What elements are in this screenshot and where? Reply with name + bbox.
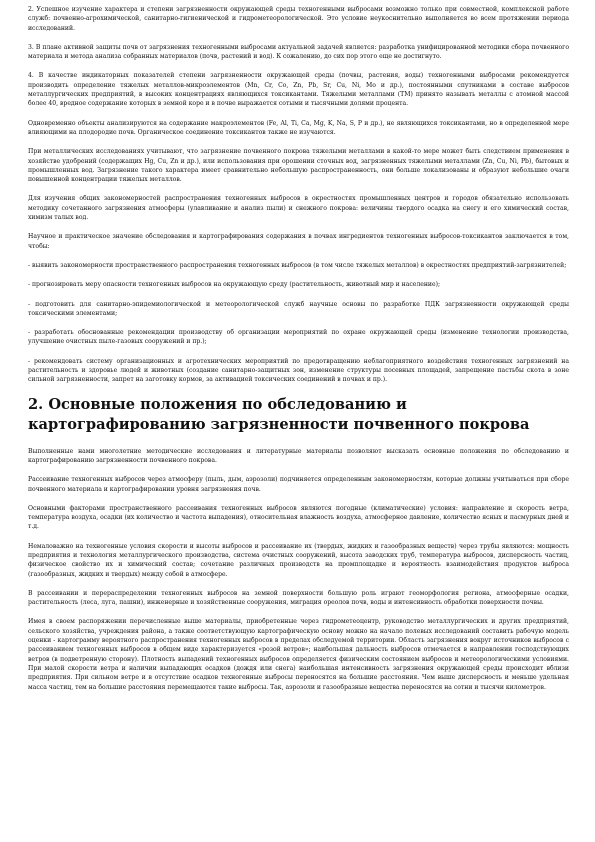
list-item: - разработать обоснованные рекомендации производству об организации мероприятий по охране окружающей среды (изменение технологии производства, улучшение очистных пыле-газовых сооружений и пр.); bbox=[28, 329, 569, 346]
list-item: - рекомендовать систему организационных и агротехнических мероприятий по предотвращению неблагоприятного воздействия техногенных загрязнений на растительность и здоровье людей и животных (создание санитарно-защитных зон, изменение структуры посевных площадей, запрещение пастьбы скота в зоне сильной загрязненности, запрет на заготовку кормов, за активацией токсических соединений в почвах и пр.). bbox=[28, 357, 569, 384]
paragraph: Выполненные нами многолетние методические исследования и литературные материалы позволяют высказать основные положения по обследованию и картографированию загрязненности почвенного покрова. bbox=[28, 447, 569, 464]
paragraph: Имея в своем распоряжении перечисленные выше материалы, приобретенные через гидрометеоцентр, руководство металлургических и других предприятий, сельского хозяйства, учреждения района, а также соответствующую картографическую основу можно на начало полевых исследований составить рабочую модель оценки - картограмму вероятного распространения техногенных выбросов в пределах обследуемой территории. Область загрязнения вокруг источников выбросов с рассеиванием техногенных выбросов в общем виде характеризуется «розой ветров»; наибольшая дальность выбросов отмечается в направлении господствующих ветров (в подветренную сторону). Плотность выпадений техногенных выбросов определяется физическим состоянием выбросов и метеорологическими условиями. При малой скорости ветра и наличии выпадающих осадков (дождя или снега) наибольшая интенсивность загрязнения окружающей среды происходит вблизи предприятия. При сильном ветре и в отсутствие осадков техногенные выбросы переносятся на большие расстояния. Чем выше дисперсность и меньше удельная масса частиц, тем на большие расстояния перемещаются такие выбросы. Так, аэрозоли и газообразные вещества переносятся на сотни и тысячи километров. bbox=[28, 618, 569, 691]
paragraph: Для изучения общих закономерностей распространения техногенных выбросов в окрестностях промышленных центров и городов обязательно использовать методику сочетанного загрязнения атмосферы (улавливание и анализ пыли) и снежного покрова: величины твердого осадка на снегу и его химический состав, химизм талых вод. bbox=[28, 195, 569, 222]
paragraph: Немаловажно на техногенные условия скорости и высоты выбросов и рассеивание их (твердых, жидких и газообразных веществ) через трубы являются: мощность предприятия и технология металлургического производства, система очистных сооружений, высота заводских труб, температура выбросов, дисперсность частиц, физическое свойство их и химический состав; сочетание различных производств на промплощадке и вероятность взаимодействия продуктов выброса (газообразных, жидких и твердых) между собой в атмосфере. bbox=[28, 542, 569, 578]
paragraph: В рассеивании и перераспределении техногенных выбросов на земной поверхности большую роль играют геоморфология региона, атмосферные осадки, растительность (леса, луга, пашни), инженерные и хозяйственные сооружения, миграция ореолов почв, воды и интенсивность обработки поверхности почвы. bbox=[28, 589, 569, 607]
paragraph: Одновременно объекты анализируются на содержание макроэлементов (Fe, Al, Ti, Ca, Mg, K, Na, S, P и др.), не являющихся токсикантами, но в определенной мере влияющими на плодородие почв. Органическое соединение токсикантов также не изучаются. bbox=[28, 119, 569, 136]
intro-text-block bbox=[28, 5, 569, 385]
paragraph: 4. В качестве индикаторных показателей степени загрязненности окружающей среды (почвы, растения, воды) техногенными выбросами рекомендуется производить определение тяжелых металлов-микроэлементов (Mn, Cr, Co, Zn, Pb, Sr, Cu, Ni, Mo и др.), постоянными спутниками в составе выбросов металлургических предприятий, в высоких концентрациях являющихся токсикантами. Тяжелыми металлами (ТМ) принято называть металлы с атомной массой более 40, вредное содержание которых в земной коре и в почве выражается сотыми и тысячными долями процента. bbox=[28, 72, 569, 108]
paragraph: Рассеивание техногенных выбросов через атмосферу (пыль, дым, аэрозоли) подчиняется определенным закономерностям, которые должны учитываться при сборе почвенного материала и картографировании уровня загрязнения почв. bbox=[28, 476, 569, 493]
paragraph: 3. В плане активной защиты почв от загрязнения техногенными выбросами актуальной задачей является: разработка унифицированной методики сбора почвенного материала и метода анализа собранных материалов (почв, растений и вод). К сожалению, до сих пор этого еще не достигнуто. bbox=[28, 43, 569, 61]
paragraph: Основными факторами пространственного рассеивания техногенных выбросов являются погодные (климатические) условия: направление и скорость ветра, температура воздуха, осадки (их количество и частота выпадения), относительная влажность воздуха, атмосферное давление, количество ясных и пасмурных дней и т.д. bbox=[28, 504, 569, 531]
section-heading: 2. Основные положения по обследованию и картографированию загрязненности почвенного покрова bbox=[28, 395, 530, 433]
paragraph: Научное и практическое значение обследования и картографирования содержания в почвах ингредиентов техногенных выбросов-токсикантов заключается в том, чтобы: bbox=[28, 233, 569, 250]
paragraph: 2. Успешное изучение характера и степени загрязненности окружающей среды техногенными выбросами возможно только при совместной, комплексной работе служб: почвенно-агрохимической, санитарно-гигиенической и гидрометеорологической. Это условие неукоснительно выполняется во всем протяжении периода исследований. bbox=[28, 6, 569, 32]
list-item: - выявить закономерности пространственного распространения техногенных выбросов (в том числе тяжелых металлов) в окрестностях предприятий-загрязнителей; bbox=[28, 261, 567, 269]
list-item: - подготовить для санитарно-эпидемиологической и метеорологической служб научные основы по разработке ПДК загрязненности окружающей среды токсическими элементами; bbox=[28, 300, 569, 317]
paragraph: При металлических исследованиях учитывают, что загрязнение почвенного покрова тяжелыми металлами в какой-то мере может быть следствием применения в хозяйстве удобрений (содержащих Hg, Cu, Zn и др.), или использования при орошении сточных вод, загрязненных тяжелыми металлами (Zn, Cu, Ni, Pb), бытовых и промышленных вод. Загрязнение такого характера имеет сравнительно небольшую распространенность, они больше локализованы и образуют небольшие очаги повышенной концентрации тяжелых металлов. bbox=[28, 148, 569, 184]
list-item: - прогнозировать меру опасности техногенных выбросов на окружающую среду (растительность, животный мир и население); bbox=[28, 281, 441, 289]
section-text-block bbox=[28, 447, 569, 692]
